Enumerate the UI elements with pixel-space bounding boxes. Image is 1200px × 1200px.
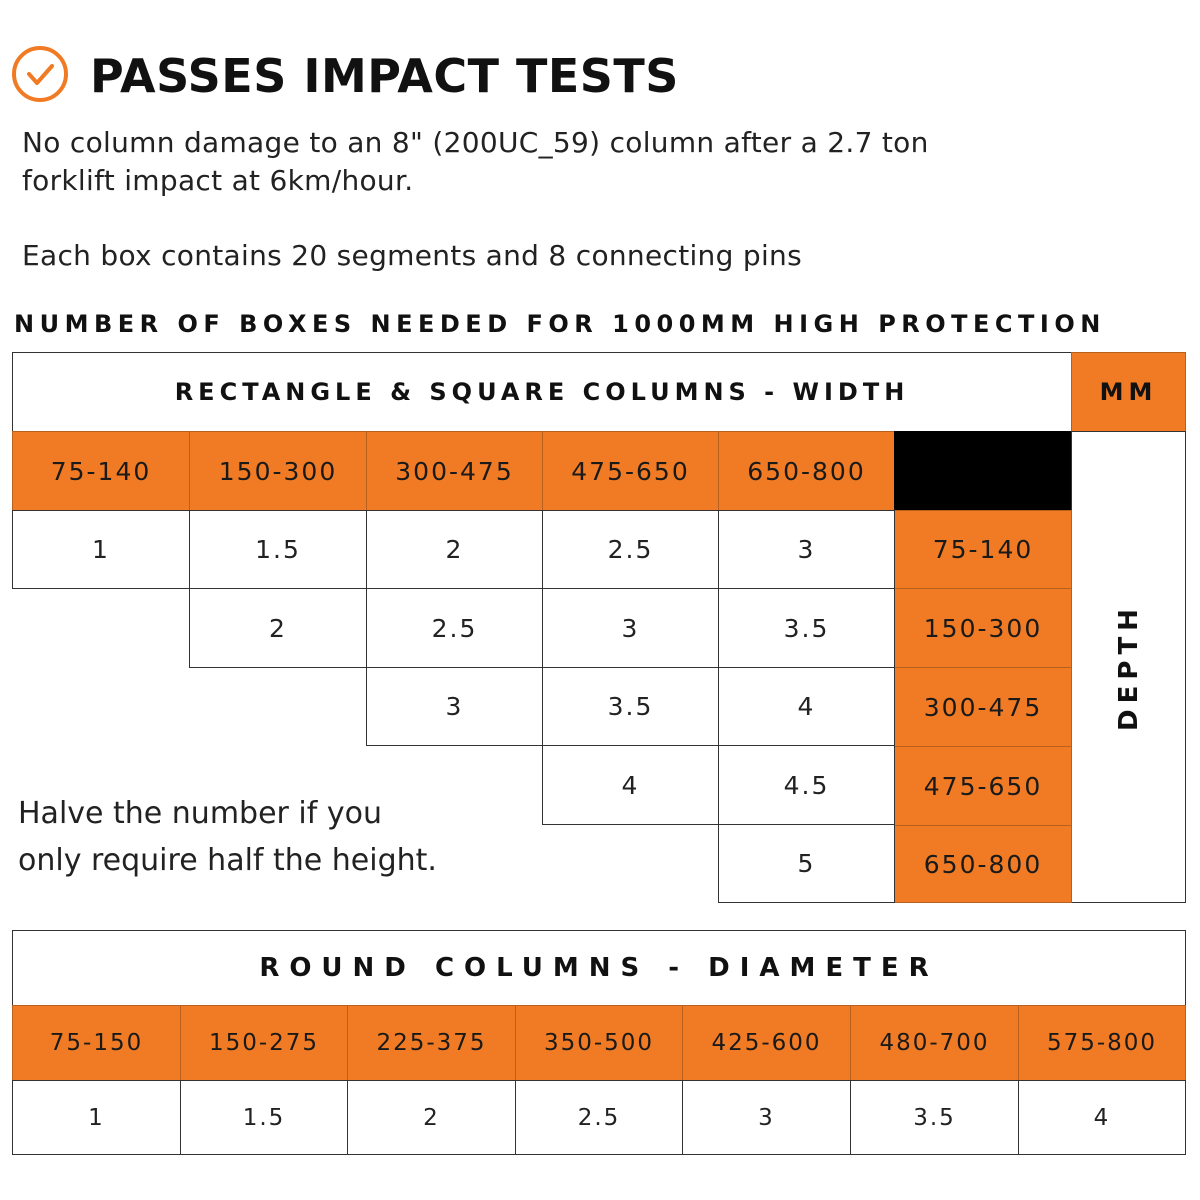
box-count-cell: 5 xyxy=(718,824,895,903)
width-cell: 150-300 xyxy=(189,431,367,511)
box-count-cell: 4.5 xyxy=(718,745,895,825)
section-title: NUMBER OF BOXES NEEDED FOR 1000MM HIGH PROTECTION xyxy=(14,310,1106,338)
diameter-cell: 480-700 xyxy=(850,1005,1019,1081)
box-count-cell: 2.5 xyxy=(366,588,543,668)
box-count-cell: 2 xyxy=(189,588,367,668)
corner-cell xyxy=(894,431,1072,511)
width-cell: 75-140 xyxy=(12,431,190,511)
depth-column xyxy=(1071,431,1186,903)
diameter-cell: 225-375 xyxy=(347,1005,516,1081)
box-count-cell: 3.5 xyxy=(542,667,719,746)
box-count-cell: 1.5 xyxy=(189,510,367,589)
depth-cell: 75-140 xyxy=(894,510,1072,589)
depth-cell: 650-800 xyxy=(894,825,1072,903)
width-cell: 300-475 xyxy=(366,431,543,511)
box-count-cell: 3 xyxy=(542,588,719,668)
box-count-cell: 4 xyxy=(542,745,719,825)
round-columns-header: ROUND COLUMNS - DIAMETER xyxy=(12,930,1186,1006)
width-header: RECTANGLE & SQUARE COLUMNS - WIDTH xyxy=(12,352,1072,432)
description-line-2: forklift impact at 6km/hour. xyxy=(22,164,414,197)
diameter-cell: 575-800 xyxy=(1018,1005,1186,1081)
box-count-cell: 3 xyxy=(718,510,895,589)
note-line-2: only require half the height. xyxy=(18,843,437,878)
box-count-cell: 3 xyxy=(366,667,543,746)
page-title: PASSES IMPACT TESTS xyxy=(90,49,679,103)
note-line-1: Halve the number if you xyxy=(18,796,382,831)
diameter-cell: 425-600 xyxy=(682,1005,851,1081)
depth-cell: 300-475 xyxy=(894,667,1072,747)
box-count-cell: 1 xyxy=(12,510,190,589)
width-cell: 650-800 xyxy=(718,431,895,511)
box-count-cell: 3.5 xyxy=(718,588,895,668)
depth-label: DEPTH xyxy=(1113,603,1144,731)
box-count-cell: 2 xyxy=(366,510,543,589)
diameter-cell: 150-275 xyxy=(180,1005,348,1081)
diameter-cell: 350-500 xyxy=(515,1005,683,1081)
round-box-count-cell: 4 xyxy=(1018,1080,1186,1155)
diameter-cell: 75-150 xyxy=(12,1005,181,1081)
round-box-count-cell: 3.5 xyxy=(850,1080,1019,1155)
box-contents-text: Each box contains 20 segments and 8 connecting pins xyxy=(22,239,802,272)
box-count-cell: 2.5 xyxy=(542,510,719,589)
round-box-count-cell: 1.5 xyxy=(180,1080,348,1155)
check-circle-icon xyxy=(10,44,70,104)
width-cell: 475-650 xyxy=(542,431,719,511)
depth-cell: 475-650 xyxy=(894,746,1072,826)
round-box-count-cell: 2.5 xyxy=(515,1080,683,1155)
half-height-note xyxy=(18,790,437,884)
round-box-count-cell: 1 xyxy=(12,1080,181,1155)
box-count-cell: 4 xyxy=(718,667,895,746)
unit-header: MM xyxy=(1071,352,1186,432)
round-box-count-cell: 2 xyxy=(347,1080,516,1155)
depth-cell: 150-300 xyxy=(894,588,1072,668)
round-box-count-cell: 3 xyxy=(682,1080,851,1155)
description-line-1: No column damage to an 8" (200UC_59) column after a 2.7 ton xyxy=(22,126,929,159)
